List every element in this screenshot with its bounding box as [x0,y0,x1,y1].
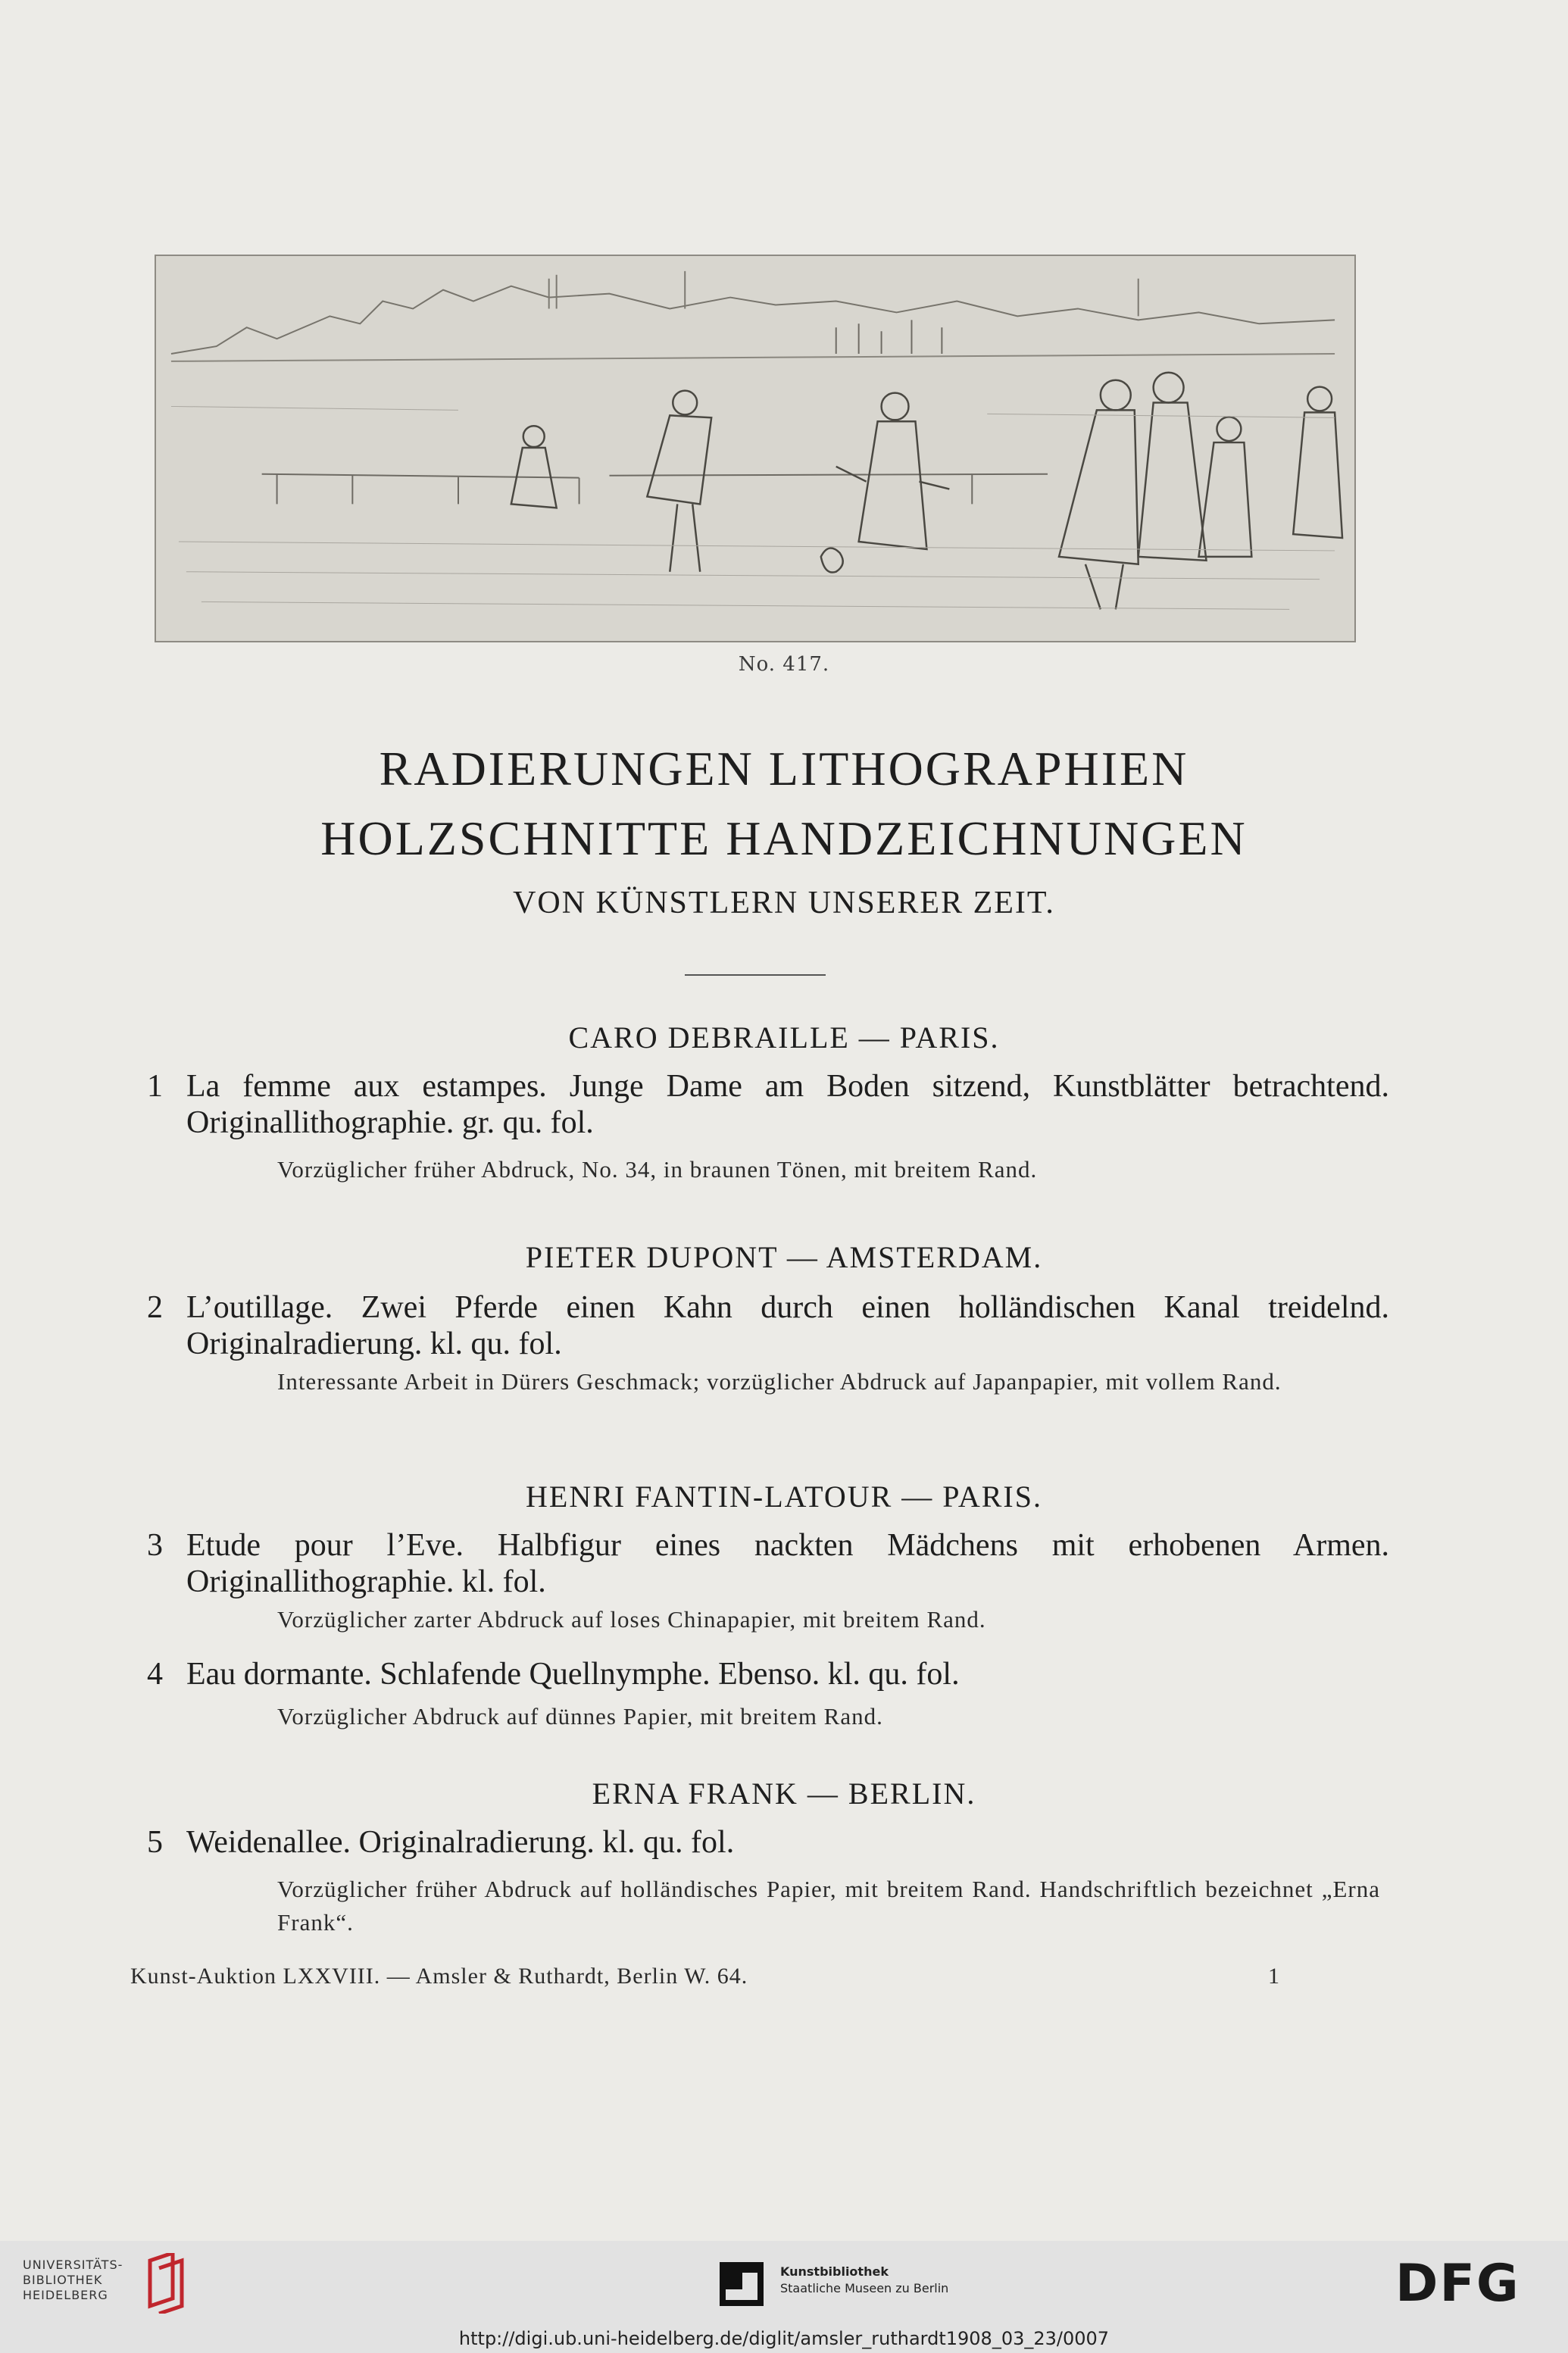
artist-heading-debraille: CARO DEBRAILLE — PARIS. [568,1020,1000,1055]
uni-logo-line-1: UNIVERSITÄTS- [23,2258,123,2272]
permalink-url[interactable]: http://digi.ub.uni-heidelberg.de/diglit/amsler_ruthardt1908_03_23/0007 [0,2324,1568,2353]
entry-number: 1 [147,1069,163,1104]
entry-note-3: Vorzüglicher zarter Abdruck auf loses Chinapapier, mit breitem Rand. [277,1606,986,1633]
title-line-3: VON KÜNSTLERN UNSERER ZEIT. [513,886,1055,920]
plate-caption: No. 417. [738,653,830,676]
artist-heading-dupont: PIETER DUPONT — AMSTERDAM. [525,1240,1043,1274]
divider-rule [685,974,826,976]
title-line-2: HOLZSCHNITTE HANDZEICHNUNGEN [320,811,1248,865]
catalog-entry-5 [147,1824,1389,1861]
dfg-logo[interactable]: DFG [1395,2254,1520,2314]
entry-text: Eau dormante. Schlafende Quellnymphe. Ebenso. kl. qu. fol. [186,1657,960,1692]
entry-number: 4 [147,1657,163,1692]
artist-heading-fantin-latour: HENRI FANTIN-LATOUR — PARIS. [526,1480,1042,1514]
entry-text: La femme aux estampes. Junge Dame am Boden sitzend, Kunstblätter betrachtend. Originallithographie. gr. qu. fol. [186,1069,1389,1140]
etching-sketch [156,256,1354,641]
kunstbibliothek-logo-icon [720,2262,764,2306]
entry-text: Etude pour l’Eve. Halbfigur eines nackten Mädchens mit erhobenen Armen. Originallithographie. kl. fol. [186,1528,1389,1599]
catalog-entry-3 [147,1527,1389,1600]
entry-number: 2 [147,1290,163,1325]
uni-logo-line-2: BIBLIOTHEK [23,2273,103,2287]
entry-note-1: Vorzüglicher früher Abdruck, No. 34, in braunen Tönen, mit breitem Rand. [277,1156,1038,1183]
entry-number: 5 [147,1825,163,1860]
kb-title: Kunstbibliothek [780,2264,889,2279]
entry-text: L’outillage. Zwei Pferde einen Kahn durch einen holländischen Kanal treidelnd. Originalradierung. kl. qu. fol. [186,1290,1389,1361]
uni-logo-line-3: HEIDELBERG [23,2288,108,2302]
catalog-entry-1 [147,1068,1389,1141]
entry-note-5: Vorzüglicher früher Abdruck auf holländisches Papier, mit breitem Rand. Handschriftlich bezeichnet „Erna Frank“. [277,1876,1380,1936]
heidelberg-library-logo[interactable] [23,2258,123,2303]
digitization-bar [0,2241,1568,2324]
heidelberg-emblem-icon [142,2253,188,2314]
entry-note-4: Vorzüglicher Abdruck auf dünnes Papier, mit breitem Rand. [277,1703,883,1730]
page-footer-imprint: Kunst-Auktion LXXVIII. — Amsler & Ruthardt, Berlin W. 64. [130,1964,748,1989]
kunstbibliothek-label[interactable] [780,2264,948,2297]
page-number: 1 [1268,1964,1279,1989]
etching-plate-image [155,255,1356,642]
catalog-entry-2 [147,1289,1389,1362]
entry-text: Weidenallee. Originalradierung. kl. qu. fol. [186,1825,735,1860]
entry-note-2: Interessante Arbeit in Dürers Geschmack; vorzüglicher Abdruck auf Japanpapier, mit vollem Rand. [277,1368,1282,1395]
entry-number: 3 [147,1528,163,1563]
kb-subtitle: Staatliche Museen zu Berlin [780,2281,949,2295]
title-line-1: RADIERUNGEN LITHOGRAPHIEN [379,742,1189,795]
artist-heading-frank: ERNA FRANK — BERLIN. [592,1776,976,1811]
catalog-entry-4 [147,1656,1389,1692]
